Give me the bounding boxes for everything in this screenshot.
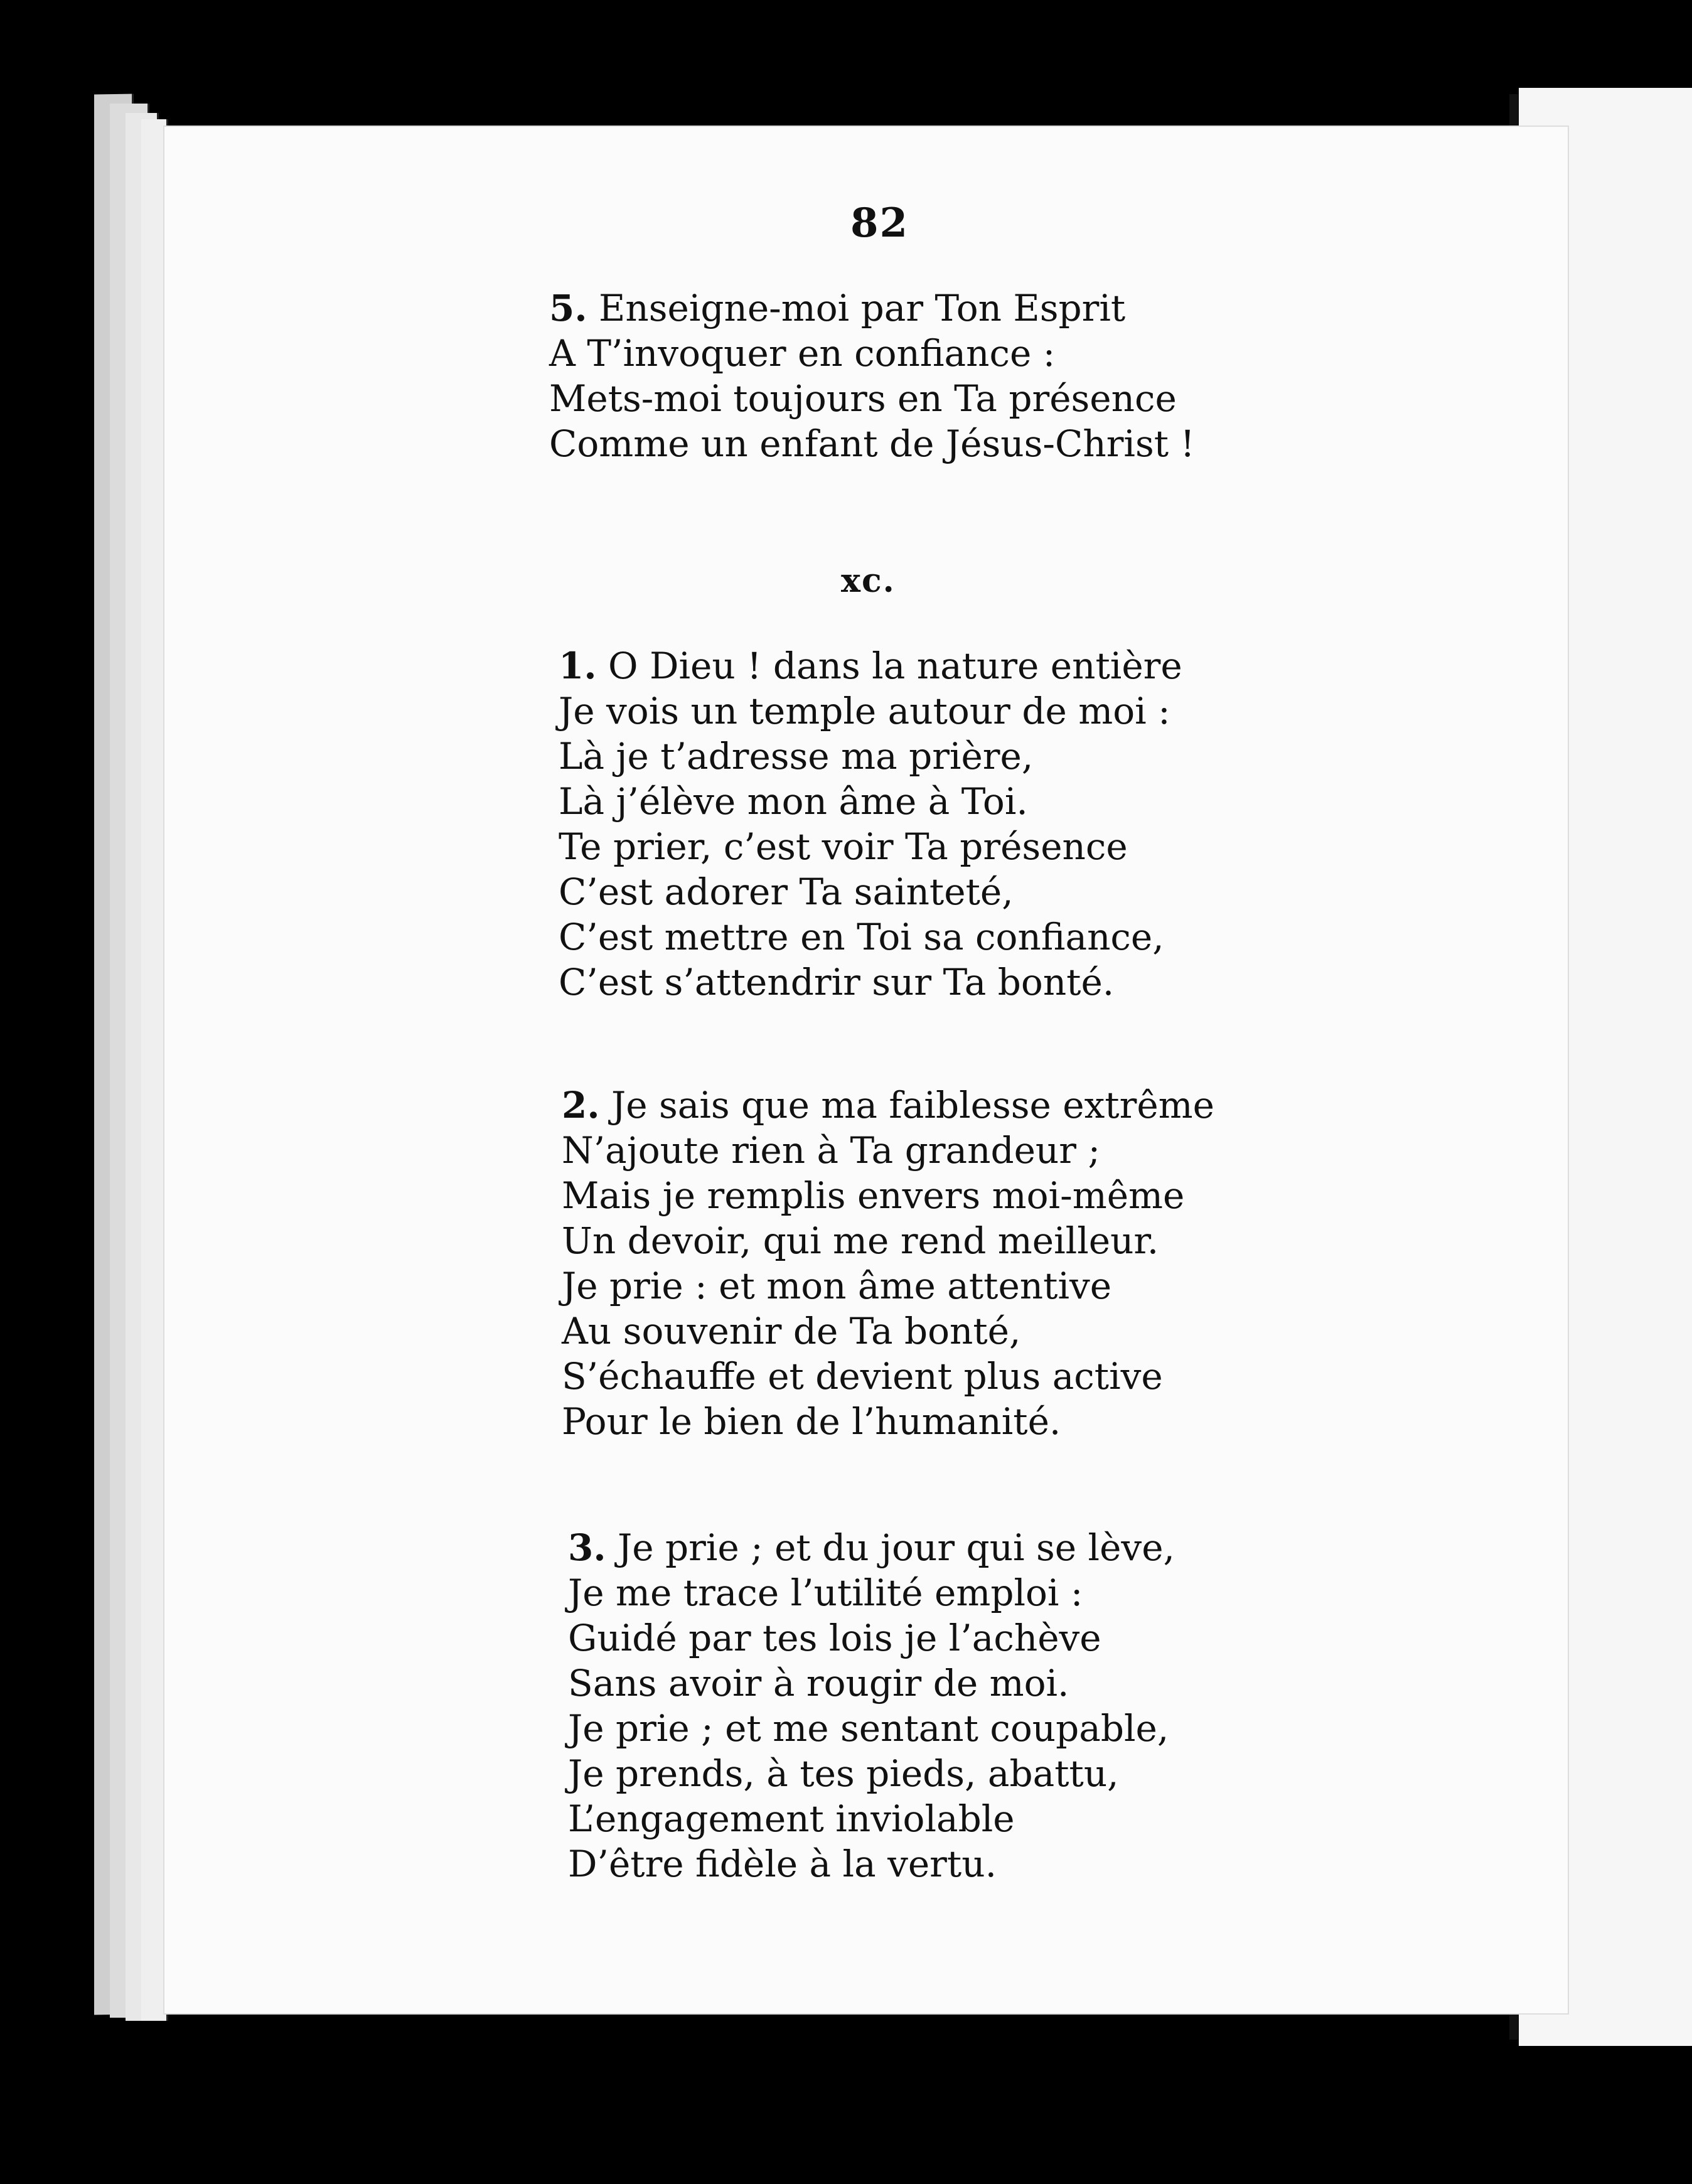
verse-line xyxy=(568,1525,1175,1570)
verse-line: Je vois un temple autour de moi : xyxy=(559,690,1170,732)
hymn-heading: xc. xyxy=(841,562,896,600)
stanza-3 xyxy=(568,1525,1175,1887)
verse-line: C’est mettre en Toi sa confiance, xyxy=(559,916,1164,958)
verse-line: Mets-moi toujours en Ta présence xyxy=(549,377,1177,420)
verse-line: Là je t’adresse ma prière, xyxy=(559,735,1034,778)
verse-text: Je sais que ma faiblesse extrême xyxy=(611,1084,1214,1127)
verse-line: C’est s’attendrir sur Ta bonté. xyxy=(559,961,1115,1004)
verse-line: Un devoir, qui me rend meilleur. xyxy=(562,1219,1159,1262)
verse-line: Au souvenir de Ta bonté, xyxy=(562,1310,1021,1352)
verse-line: Je prie : et mon âme attentive xyxy=(562,1265,1112,1307)
verse-line: A T’invoquer en confiance : xyxy=(549,332,1056,375)
verse-line: Je me trace l’utilité emploi : xyxy=(568,1571,1083,1614)
verse-line: Te prier, c’est voir Ta présence xyxy=(559,825,1128,868)
verse-line xyxy=(549,286,1195,331)
stanza-number: 3. xyxy=(568,1526,606,1569)
page-number: 82 xyxy=(850,200,909,247)
verse-line: D’être fidèle à la vertu. xyxy=(568,1843,997,1885)
stanza-5 xyxy=(549,286,1195,466)
verse-line: Comme un enfant de Jésus-Christ ! xyxy=(549,422,1195,465)
stanza-number: 2. xyxy=(562,1084,600,1127)
verse-line xyxy=(562,1083,1214,1128)
verse-text: O Dieu ! dans la nature entière xyxy=(608,645,1182,687)
verse-line: S’échauffe et devient plus active xyxy=(562,1355,1163,1398)
verse-line: Je prie ; et me sentant coupable, xyxy=(568,1707,1169,1750)
verse-text: Je prie ; et du jour qui se lève, xyxy=(618,1526,1175,1569)
stanza-number: 5. xyxy=(549,287,587,329)
verse-line: L’engagement inviolable xyxy=(568,1797,1015,1840)
verse-line: Sans avoir à rougir de moi. xyxy=(568,1662,1069,1705)
verse-line: N’ajoute rien à Ta grandeur ; xyxy=(562,1129,1100,1172)
verse-line: Là j’élève mon âme à Toi. xyxy=(559,780,1028,823)
verse-line: C’est adorer Ta sainteté, xyxy=(559,870,1014,913)
verse-text: Enseigne-moi par Ton Esprit xyxy=(599,287,1126,329)
stanza-2 xyxy=(562,1083,1214,1444)
verse-line: Guidé par tes lois je l’achève xyxy=(568,1617,1101,1659)
verse-line: Mais je remplis envers moi-même xyxy=(562,1174,1185,1217)
stanza-1 xyxy=(559,643,1182,1005)
verse-line: Je prends, à tes pieds, abattu, xyxy=(568,1752,1119,1795)
verse-line xyxy=(559,643,1182,688)
stanza-number: 1. xyxy=(559,645,597,687)
verse-line: Pour le bien de l’humanité. xyxy=(562,1400,1061,1443)
